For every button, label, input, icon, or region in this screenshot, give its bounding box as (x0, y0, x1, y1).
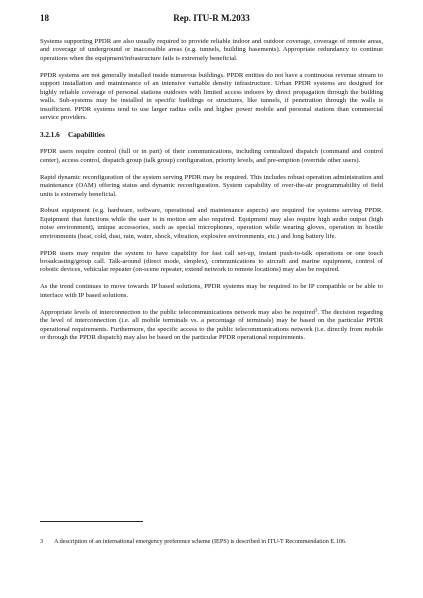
footnote-number: 3 (40, 538, 44, 545)
footnote-separator (40, 521, 143, 522)
footnote-reference[interactable]: 3 (314, 308, 318, 314)
paragraph: PPDR users may require the system to have capability for fast call set-up, instant push-to-talk operations or one touch broadcasting/group call. Talk-around (direct mode, simplex), communications to aircraft and marine equipment, control of robotic devices, vehicular repeater (on-scene repeater, extend network to remote locations) may also be required. (40, 249, 383, 274)
paragraph-text: . The decision regarding the level of interconnection (i.e. all mobile terminals vs. a percentage of terminals) may be based on the particular PPDR operational requirements. Furthermore, the specific access to the public telecommunications network (i.e. directly from mobile or through the PPDR dispatch) may also be based on the particular PPDR operational requirements. (40, 308, 384, 341)
paragraph: PPDR systems are not generally installed inside numerous buildings. PPDR entities do not have a continuous revenue stream to support installation and maintenance of an intensive variable density infrastructure. Urban PPDR systems are designed for highly reliable coverage of personal stations outdoors with limited access indoors by direct propagation through the building walls. Sub-systems may be installed in specific buildings or structures, like tunnels, if penetration through the walls is insufficient. PPDR systems tend to use larger radius cells and higher power mobile and personal stations than commercial service providers. (40, 71, 383, 122)
footnote-text: A description of an international emergency preference scheme (IEPS) is described in ITU-T Recommendation E.106. (54, 538, 347, 545)
paragraph: As the trend continues to move towards IP based solutions, PPDR systems may be required to be IP compatible or be able to interface with IP based solutions. (40, 283, 383, 299)
page-header (40, 13, 383, 27)
paragraph: Robust equipment (e.g. hardware, software, operational and maintenance aspects) are required for systems serving PPDR. Equipment that functions while the user is in motion are also required. Equipment may also require high audio output (high noise environment), unique accessories, such as special microphones, operation while wearing gloves, operation in hostile environments (heat, cold, dust, rain, water, shock, vibration, explosive environments, etc.) and long battery life. (40, 207, 383, 240)
paragraph: PPDR users require control (full or in part) of their communications, including centralized dispatch (command and control center), access control, dispatch group (talk group) configuration, priority levels, and pre-emption (override other users). (40, 148, 383, 164)
paragraph: Systems supporting PPDR are also usually required to provide reliable indoor and outdoor coverage, coverage of remote areas, and coverage of underground or inaccessible areas (e.g. tunnels, building basements). Appropriate redundancy to continue operations when the equipment/infrastructure fails is extremely beneficial. (40, 38, 383, 62)
section-title: Capabilities (68, 130, 105, 139)
report-title: Rep. ITU-R M.2033 (173, 13, 250, 23)
page-number: 18 (40, 13, 49, 23)
body-text (40, 38, 383, 351)
paragraph-text: Appropriate levels of interconnection to the public telecommunications network may also be required (40, 308, 315, 316)
section-heading (40, 131, 383, 139)
section-number: 3.2.1.6 (40, 130, 60, 139)
footnote (40, 538, 383, 546)
paragraph (40, 309, 383, 343)
paragraph: Rapid dynamic reconfiguration of the system serving PPDR may be required. This includes robust operation administration and maintenance (OAM) offering status and dynamic reconfiguration. System capability of over-the-air programmability of field units is extremely beneficial. (40, 173, 383, 198)
